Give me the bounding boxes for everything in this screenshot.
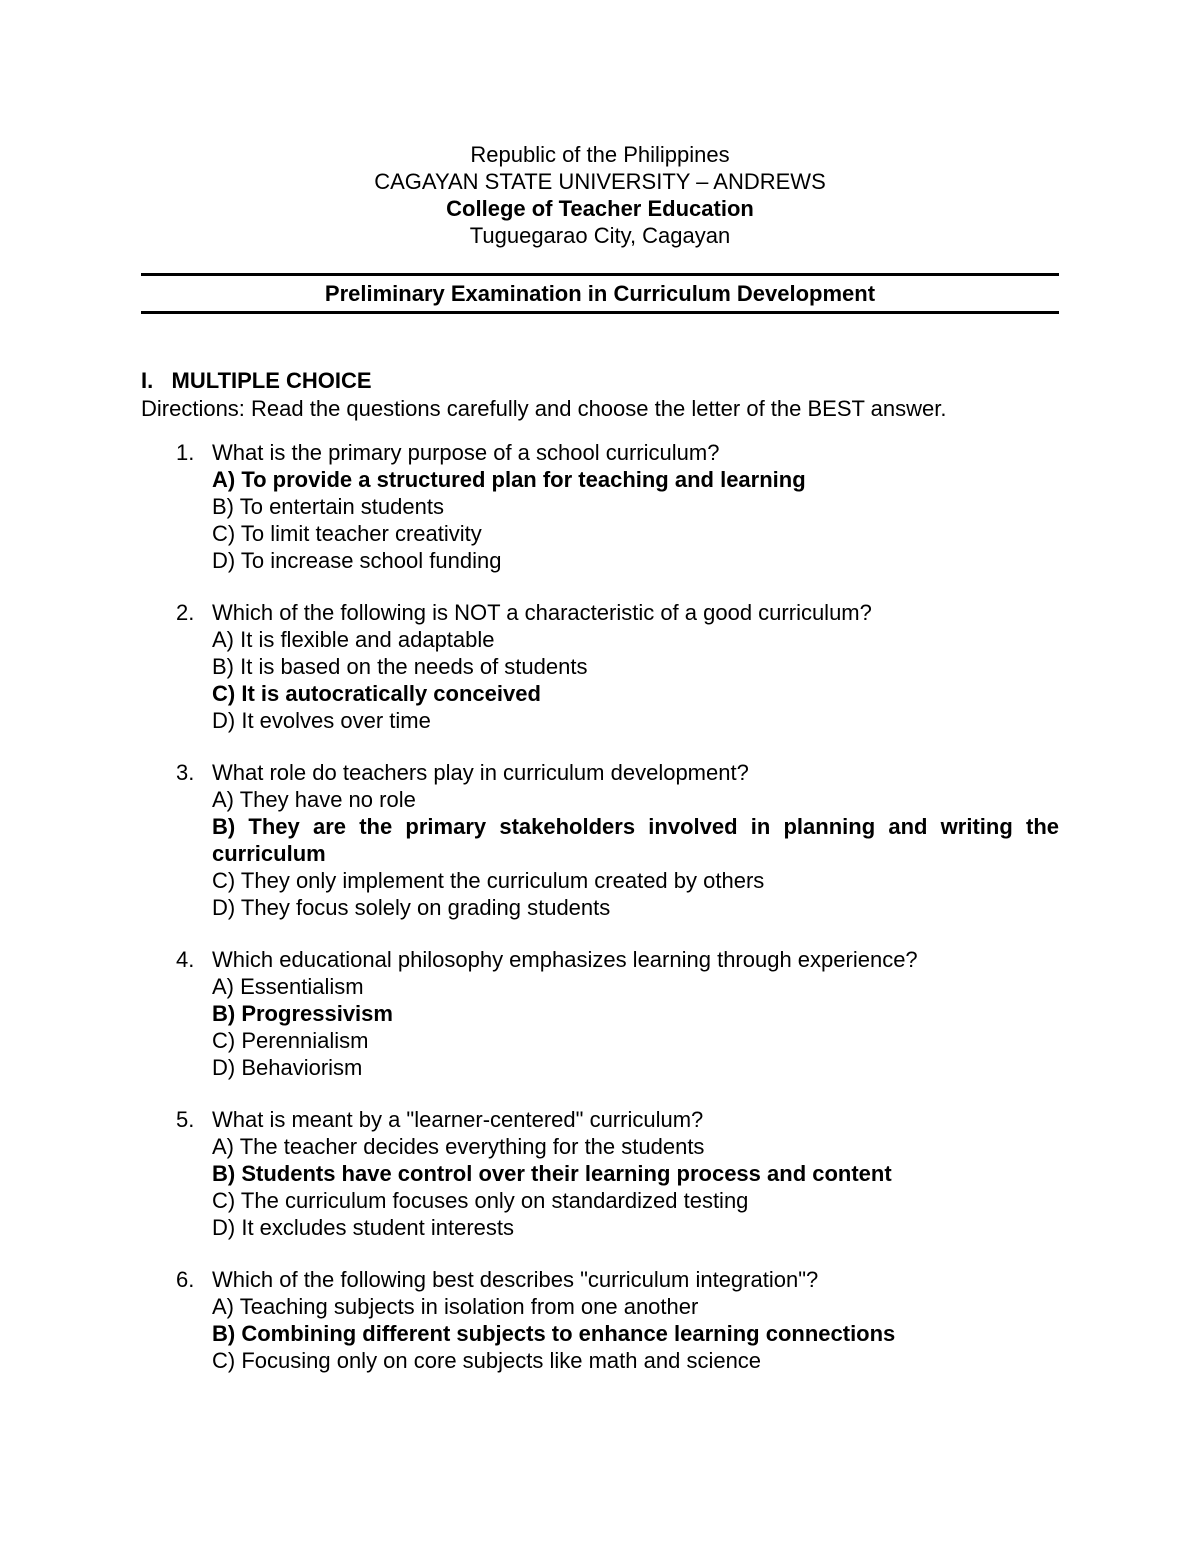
answer-choice: D) It excludes student interests [212, 1215, 515, 1240]
question-item [141, 599, 1059, 734]
question-text: Which of the following best describes "curriculum integration"? [212, 1267, 819, 1292]
answer-choice: C) Perennialism [212, 1028, 369, 1053]
question-item [141, 1266, 1059, 1374]
question-text: Which educational philosophy emphasizes learning through experience? [212, 947, 918, 972]
answer-choice-correct: A) To provide a structured plan for teaching and learning [212, 467, 806, 492]
document-header [141, 141, 1059, 249]
answer-choice: D) Behaviorism [212, 1055, 363, 1080]
question-text: What role do teachers play in curriculum development? [212, 760, 749, 785]
question-number: 6. [176, 1267, 195, 1292]
answer-choice-correct: B) Progressivism [212, 1001, 393, 1026]
answer-choice: A) It is flexible and adaptable [212, 627, 495, 652]
answer-choice-correct: B) Students have control over their learning process and content [212, 1161, 892, 1186]
answer-choice: C) To limit teacher creativity [212, 521, 482, 546]
answer-choice: B) It is based on the needs of students [212, 654, 588, 679]
question-number: 1. [176, 440, 195, 465]
exam-title: Preliminary Examination in Curriculum Development [324, 281, 876, 306]
answer-choice: A) Essentialism [212, 974, 364, 999]
header-republic: Republic of the Philippines [470, 142, 730, 167]
answer-choice-correct: C) It is autocratically conceived [212, 681, 541, 706]
answer-choice: C) They only implement the curriculum created by others [212, 868, 765, 893]
document-page [141, 141, 1059, 1399]
answer-choice: C) The curriculum focuses only on standardized testing [212, 1188, 749, 1213]
answer-choice: D) It evolves over time [212, 708, 431, 733]
question-item [141, 759, 1059, 921]
question-text: What is meant by a "learner-centered" curriculum? [212, 1107, 704, 1132]
section-directions: Directions: Read the questions carefully and choose the letter of the BEST answer. [141, 396, 947, 421]
answer-choice: B) To entertain students [212, 494, 444, 519]
answer-choice: C) Focusing only on core subjects like math and science [212, 1348, 762, 1373]
answer-choice: A) They have no role [212, 787, 416, 812]
question-number: 4. [176, 947, 195, 972]
question-item [141, 946, 1059, 1081]
header-location: Tuguegarao City, Cagayan [469, 223, 731, 248]
answer-choice-correct: B) They are the primary stakeholders involved in planning and writing the curriculum [212, 814, 1059, 866]
question-item [141, 1106, 1059, 1241]
header-college: College of Teacher Education [446, 196, 754, 221]
answer-choice: D) They focus solely on grading students [212, 895, 611, 920]
question-number: 5. [176, 1107, 195, 1132]
answer-choice: D) To increase school funding [212, 548, 502, 573]
header-university: CAGAYAN STATE UNIVERSITY – ANDREWS [374, 169, 826, 194]
question-list [141, 439, 1059, 1374]
question-text: Which of the following is NOT a characteristic of a good curriculum? [212, 600, 872, 625]
question-number: 3. [176, 760, 195, 785]
section-title: I. MULTIPLE CHOICE [141, 368, 372, 393]
question-number: 2. [176, 600, 195, 625]
answer-choice: A) Teaching subjects in isolation from one another [212, 1294, 699, 1319]
answer-choice-correct: B) Combining different subjects to enhance learning connections [212, 1321, 896, 1346]
question-text: What is the primary purpose of a school curriculum? [212, 440, 720, 465]
title-rule-bottom [141, 311, 1059, 314]
answer-choice: A) The teacher decides everything for the students [212, 1134, 705, 1159]
question-item [141, 439, 1059, 574]
